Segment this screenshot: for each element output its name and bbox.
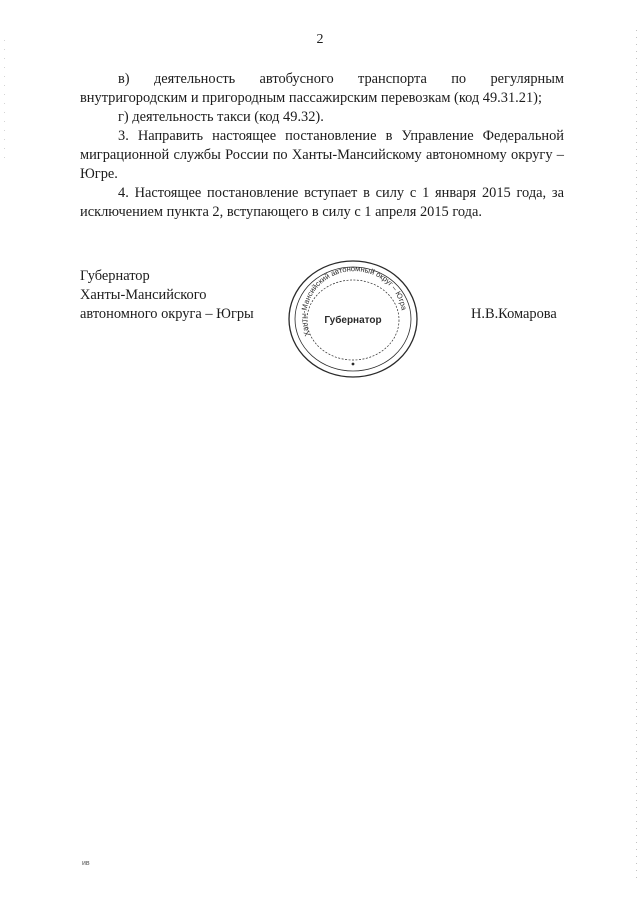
signatory-title [80,267,254,324]
svg-text:Ханты-Мансийский автономный ок [299,264,409,337]
paragraph-item-4: 4. Настоящее постановление вступает в силу с 1 января 2015 года, за исключением пункта 2, вступающего в силу с 1 апреля 2015 года. [80,185,564,220]
stamp-center-text: Губернатор [324,315,382,326]
document-body [80,70,564,222]
signatory-name: Н.В.Комарова [471,306,557,322]
paragraph-item-g: г) деятельность такси (код 49.32). [118,109,324,125]
stamp-star-mark [352,363,355,366]
paragraph-item-v: в) деятельность автобусного транспорта по регулярным внутригородским и пригородным пассажирским перевозкам (код 49.31.21); [80,71,564,106]
footer-code: ив [82,860,90,867]
governor-seal-stamp [285,257,421,379]
signatory-title-line: автономного округа – Югры [80,306,254,322]
scan-edge-right [636,30,637,880]
paragraph-item-3: 3. Направить настоящее постановление в Управление Федеральной миграционной службы России по Ханты-Мансийскому автономному округу – Югре. [80,128,564,182]
scan-edge-left [4,40,5,160]
stamp-ring-text: Ханты-Мансийский автономный округ – Югра [299,264,409,338]
page-number: 2 [316,32,324,47]
signatory-title-line: Губернатор [80,268,150,284]
signatory-title-line: Ханты-Мансийского [80,287,207,303]
